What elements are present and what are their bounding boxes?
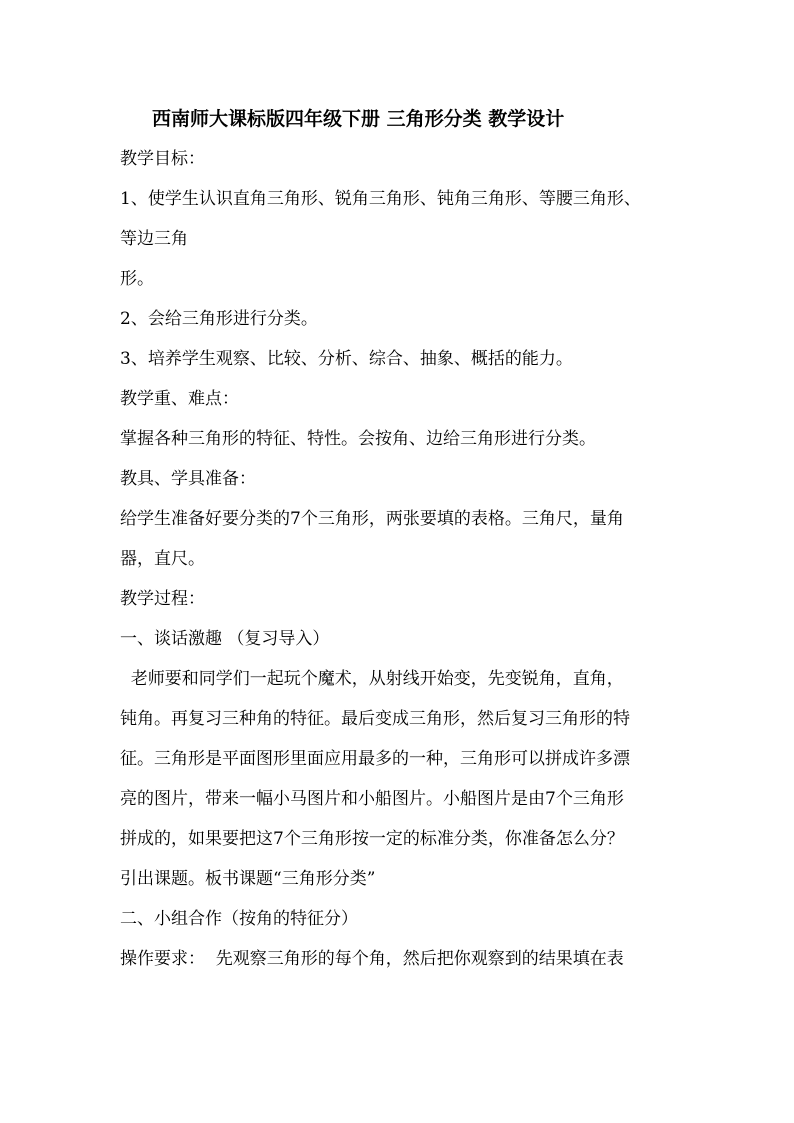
paragraph-line: 器，直尺。 xyxy=(120,549,205,569)
paragraph-line: 给学生准备好要分类的7个三角形，两张要填的表格。三角尺，量角 xyxy=(120,509,624,529)
paragraph-line: 亮的图片，带来一幅小马图片和小船图片。小船图片是由7个三角形 xyxy=(120,789,624,809)
paragraph-line: 老师要和同学们一起玩个魔术，从射线开始变，先变锐角，直角， xyxy=(120,669,624,689)
section-heading-objectives: 教学目标： xyxy=(120,149,205,169)
paragraph-line: 操作要求： 先观察三角形的每个角，然后把你观察到的结果填在表 xyxy=(120,949,624,969)
subsection-heading: 一、谈话激趣 （复习导入） xyxy=(120,629,330,649)
paragraph-line: 2、会给三角形进行分类。 xyxy=(120,309,318,329)
paragraph-line: 3、培养学生观察、比较、分析、综合、抽象、概括的能力。 xyxy=(120,349,573,369)
section-heading-key-points: 教学重、难点： xyxy=(120,389,239,409)
paragraph-line: 引出课题。板书课题“三角形分类” xyxy=(120,869,376,889)
paragraph-line: 拼成的，如果要把这7个三角形按一定的标准分类，你准备怎么分？ xyxy=(120,829,624,849)
subsection-heading: 二、小组合作（按角的特征分） xyxy=(120,909,358,929)
paragraph-line: 形。 xyxy=(120,269,154,289)
paragraph-line: 等边三角 xyxy=(120,229,188,249)
paragraph-line: 钝角。再复习三种角的特征。最后变成三角形，然后复习三角形的特 xyxy=(120,709,630,729)
paragraph-line: 掌握各种三角形的特征、特性。会按角、边给三角形进行分类。 xyxy=(120,429,596,449)
section-heading-process: 教学过程： xyxy=(120,589,205,609)
paragraph-line: 征。三角形是平面图形里面应用最多的一种，三角形可以拼成许多漂 xyxy=(120,749,630,769)
document-title: 西南师大课标版四年级下册 三角形分类 教学设计 xyxy=(152,108,565,130)
paragraph-line: 1、使学生认识直角三角形、锐角三角形、钝角三角形、等腰三角形、 xyxy=(120,189,641,209)
section-heading-materials: 教具、学具准备： xyxy=(120,469,256,489)
